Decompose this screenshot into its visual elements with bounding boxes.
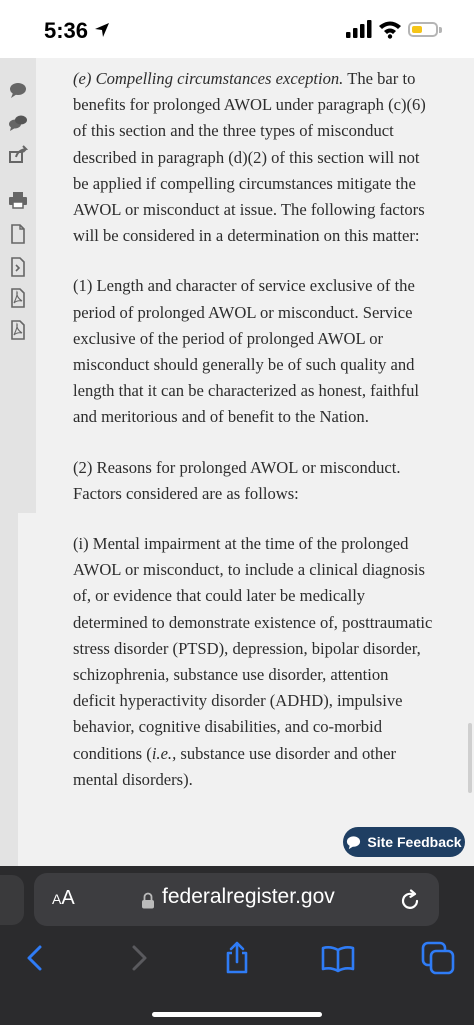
- forward-chevron-icon[interactable]: [120, 940, 156, 976]
- paragraph-1: (1) Length and character of service exclusive of the period of prolonged AWOL or misconduct. Service exclusive of the period of prolonged AWOL or misconduct should generally be of such quality and length that it can be characterized as honest, faithful and meritorious and of benefit to the Nation.: [73, 276, 420, 427]
- paragraph-i-tail: substance use disorder and other mental disorders).: [73, 743, 397, 789]
- wifi-icon: [378, 19, 402, 39]
- paragraph-e-heading: (e) Compelling circumstances exception.: [73, 69, 344, 88]
- share-icon[interactable]: [8, 145, 28, 165]
- scrollbar[interactable]: [468, 723, 472, 793]
- comment-icon[interactable]: [8, 80, 28, 100]
- lock-icon: [141, 892, 155, 909]
- paragraph-e: [73, 66, 433, 249]
- battery-icon: [408, 22, 438, 37]
- pdf-icon[interactable]: [8, 288, 28, 308]
- status-bar: [0, 0, 474, 58]
- back-chevron-icon[interactable]: [18, 940, 54, 976]
- document-arrow-icon[interactable]: [8, 257, 28, 277]
- tools-sidebar: [0, 58, 36, 513]
- tabs-icon[interactable]: [420, 940, 456, 976]
- main-content[interactable]: [0, 58, 474, 866]
- text-size-small: A: [52, 891, 62, 907]
- location-arrow-icon: [94, 22, 110, 38]
- paragraph-i-body: (i) Mental impairment at the time of the prolonged AWOL or misconduct, to include a clinical diagnosis of, or evidence that could later be medically determined to demonstrate existence of, posttraumatic stress disorder (PTSD), depression, bipolar disorder, schizophrenia, substance use disorder, attention deficit hyperactivity disorder (ADHD), impulsive behavior, cognitive disabilities, and co-morbid conditions (: [73, 534, 433, 763]
- paragraph-i-italic: i.e.,: [151, 743, 177, 763]
- home-indicator[interactable]: [152, 1012, 322, 1017]
- cellular-signal-icon: [346, 20, 372, 38]
- url-text[interactable]: federalregister.gov: [162, 885, 335, 908]
- print-icon[interactable]: [8, 190, 28, 210]
- text-size-button[interactable]: [52, 887, 75, 910]
- sidebar-rail: [0, 513, 18, 866]
- site-feedback-label: Site Feedback: [367, 834, 462, 850]
- chat-bubble-icon: [346, 835, 361, 850]
- share-up-icon[interactable]: [219, 940, 255, 976]
- paragraph-e-body: The bar to benefits for prolonged AWOL under paragraph (c)(6) of this section and the three types of misconduct described in paragraph (d)(2) of this section will not be applied if compelling circumstances mitigate the AWOL or misconduct at issue. The following factors will be considered in a determination on this matter:: [73, 69, 426, 246]
- bookmarks-icon[interactable]: [320, 940, 356, 976]
- browser-toolbar: [0, 866, 474, 1025]
- text-size-large: A: [61, 887, 75, 909]
- status-time: 5:36: [44, 18, 89, 43]
- comments-icon[interactable]: [8, 113, 28, 133]
- reload-icon[interactable]: [398, 888, 422, 912]
- pdf-alt-icon[interactable]: [8, 320, 28, 340]
- paragraph-i: [73, 531, 433, 793]
- site-feedback-button[interactable]: [343, 827, 465, 857]
- battery-cap: [439, 27, 442, 33]
- paragraph-2: (2) Reasons for prolonged AWOL or misconduct. Factors considered are as follows:: [73, 457, 401, 503]
- previous-tab-edge[interactable]: [0, 875, 24, 925]
- regulation-text: [73, 66, 433, 817]
- address-bar[interactable]: [34, 873, 439, 926]
- document-icon[interactable]: [8, 224, 28, 244]
